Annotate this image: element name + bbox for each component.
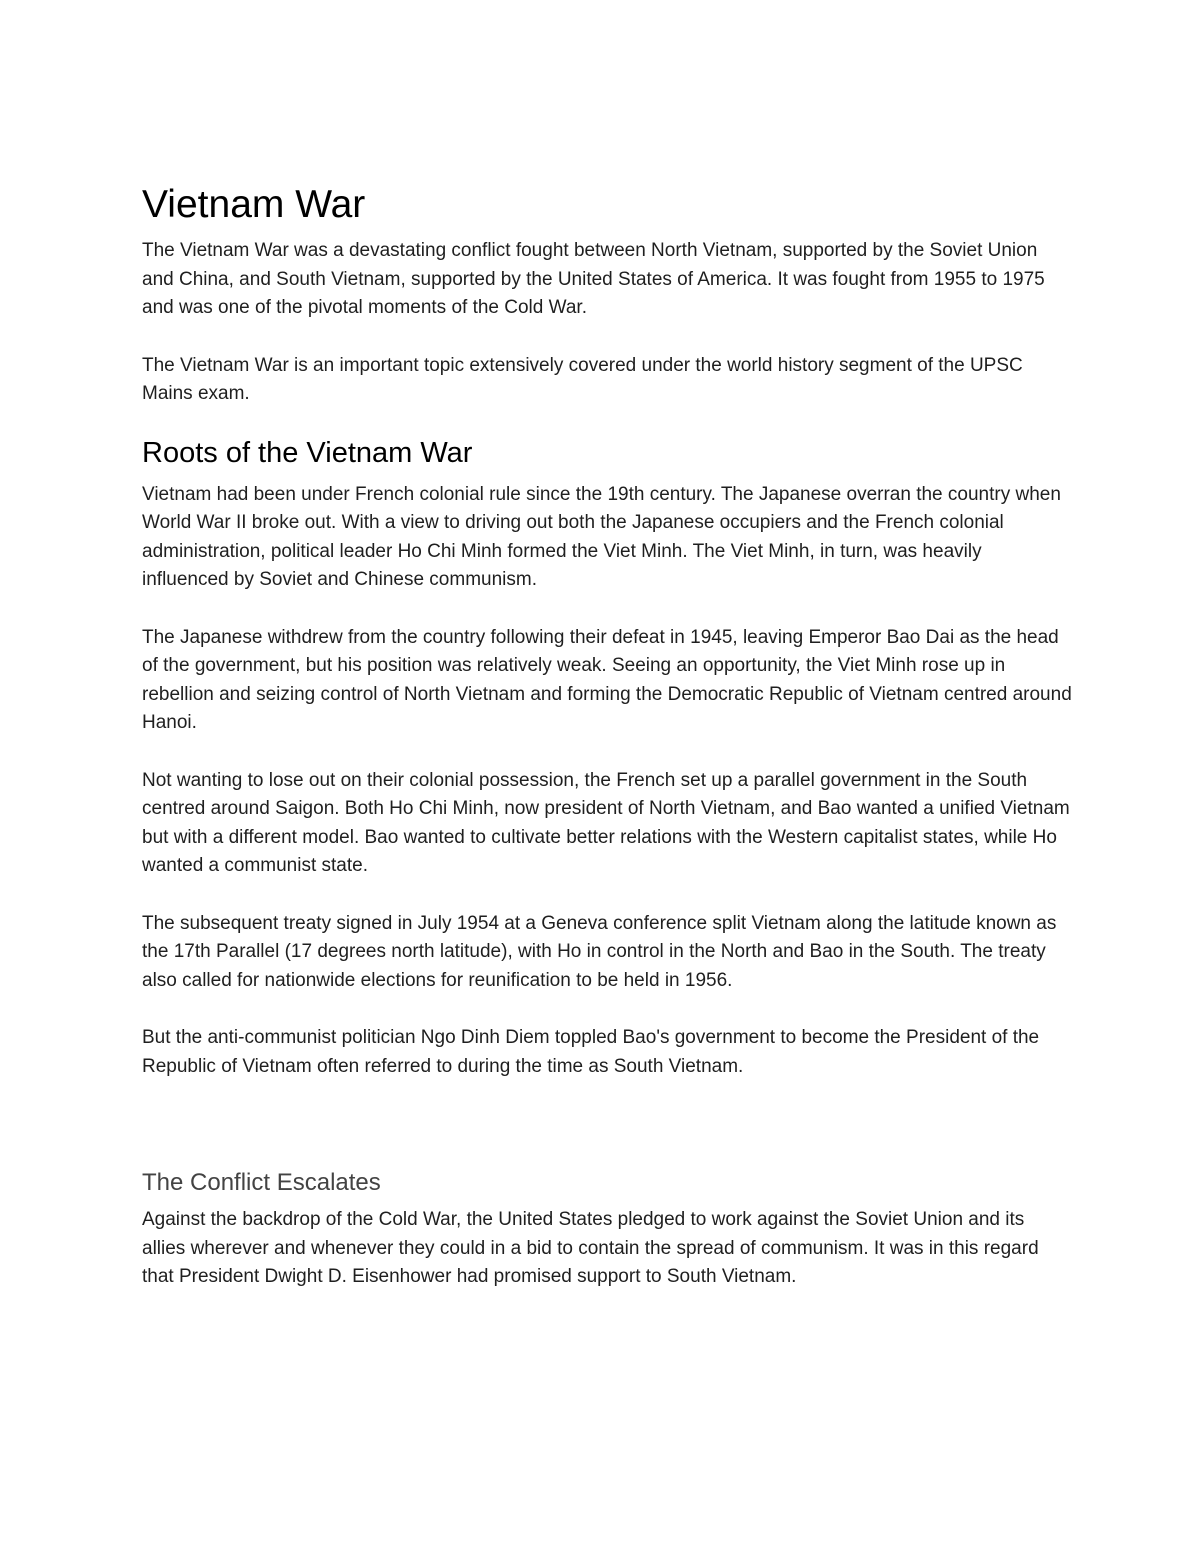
roots-paragraph-4: The subsequent treaty signed in July 1954 at a Geneva conference split Vietnam along the latitude known as the 17th Parallel (17 degrees north latitude), with Ho in control in the North and Bao in the South. The treaty also called for nationwide elections for reunification to be held in 1956. — [142, 912, 1057, 991]
intro-paragraph-2: The Vietnam War is an important topic extensively covered under the world history segment of the UPSC Mains exam. — [142, 354, 1023, 404]
paragraph-spacer — [142, 595, 1072, 624]
conflict-paragraph-1: Against the backdrop of the Cold War, the United States pledged to work against the Soviet Union and its allies wherever and whenever they could in a bid to contain the spread of communism. It was in this regard that President Dwight D. Eisenhower had promised support to South Vietnam. — [142, 1209, 1039, 1287]
intro-paragraph-1: The Vietnam War was a devastating conflict fought between North Vietnam, supported by the Soviet Union and China, and South Vietnam, supported by the United States of America. It was fought from 1955 to 1975 and was one of the pivotal moments of the Cold War. — [142, 240, 1045, 318]
paragraph-spacer — [142, 738, 1072, 767]
section-spacer — [142, 1081, 1072, 1168]
roots-paragraph-2: The Japanese withdrew from the country following their defeat in 1945, leaving Emperor Bao Dai as the head of the government, but his position was relatively weak. Seeing an opportunity, the Viet Minh rose up in rebellion and seizing control of North Vietnam and forming the Democratic Republic of Vietnam centred around Hanoi. — [142, 626, 1072, 733]
paragraph-spacer — [142, 323, 1072, 352]
roots-paragraph-3: Not wanting to lose out on their colonial possession, the French set up a parallel government in the South centred around Saigon. Both Ho Chi Minh, now president of North Vietnam, and Bao wanted a unified Vietnam but with a different model. Bao wanted to cultivate better relations with the Western capitalist states, while Ho wanted a communist state. — [142, 769, 1070, 876]
roots-paragraph-1: Vietnam had been under French colonial rule since the 19th century. The Japanese overran the country when World War II broke out. With a view to driving out both the Japanese occupiers and the French colonial administration, political leader Ho Chi Minh formed the Viet Minh. The Viet Minh, in turn, was heavily influenced by Soviet and Chinese communism. — [142, 483, 1061, 590]
paragraph-spacer — [142, 881, 1072, 910]
document-page — [142, 183, 1072, 1292]
section-spacer — [142, 409, 1072, 435]
section-heading-conflict: The Conflict Escalates — [142, 1169, 381, 1196]
roots-paragraph-5: But the anti-communist politician Ngo Dinh Diem toppled Bao's government to become the President of the Republic of Vietnam often referred to during the time as South Vietnam. — [142, 1027, 1040, 1077]
paragraph-spacer — [142, 995, 1072, 1024]
document-title: Vietnam War — [142, 183, 366, 226]
section-heading-roots: Roots of the Vietnam War — [142, 436, 473, 469]
